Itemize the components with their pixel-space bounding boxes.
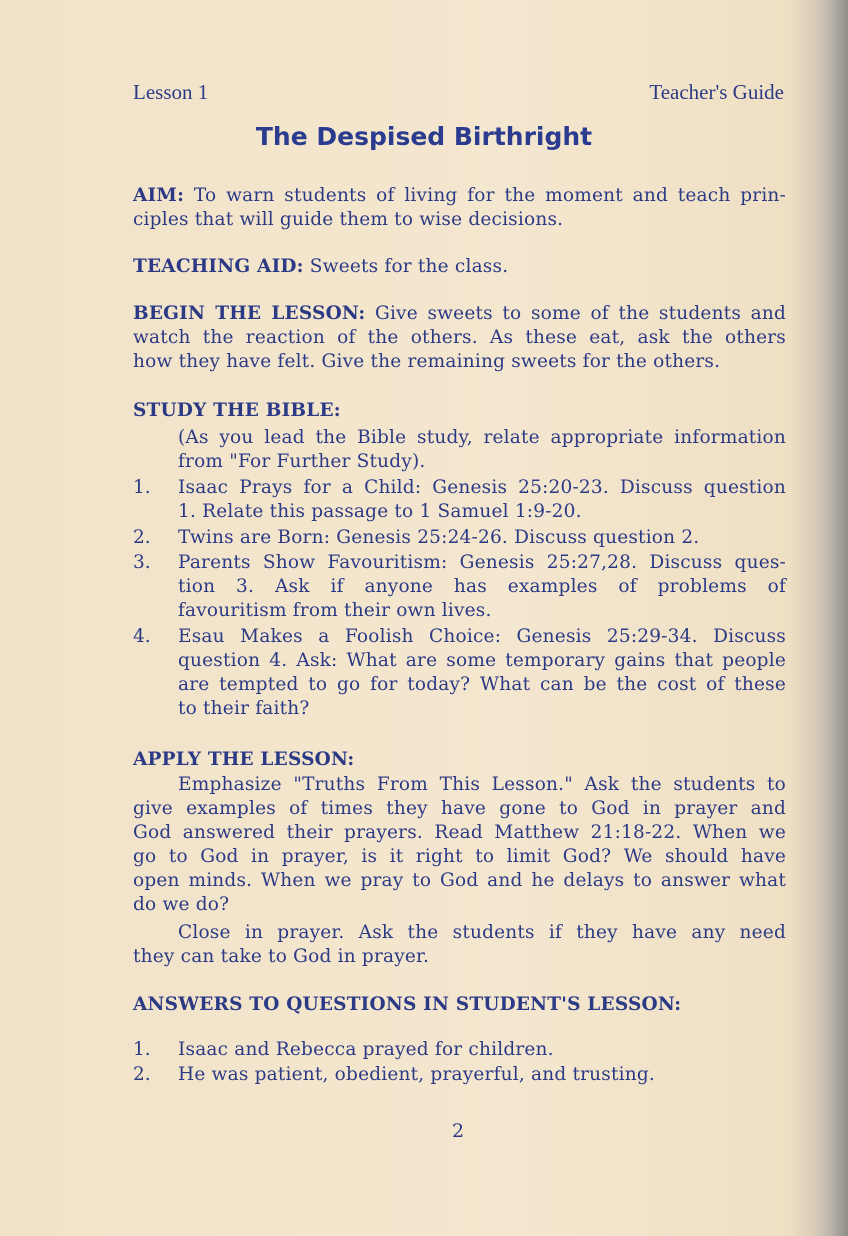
text: Give sweets to some of the students and xyxy=(365,303,786,324)
apply-line xyxy=(133,869,786,893)
text: question 4. Ask: What are some temporary gains that people xyxy=(178,650,786,671)
text: Parents Show Favouritism: Genesis 25:27,28. Discuss ques- xyxy=(178,552,786,573)
page-number: 2 xyxy=(452,1120,465,1142)
text: Isaac Prays for a Child: Genesis 25:20-23. Discuss question xyxy=(178,477,786,498)
study-item-line xyxy=(178,551,786,575)
apply-line xyxy=(178,921,786,945)
study-label: STUDY THE BIBLE: xyxy=(133,400,341,421)
text: to their faith? xyxy=(178,698,310,719)
apply-line xyxy=(178,773,786,797)
item-number: 2. xyxy=(133,527,151,548)
item-number: 1. xyxy=(133,1039,151,1060)
aim-line xyxy=(133,208,563,232)
apply-line xyxy=(133,893,229,917)
item-number: 1. xyxy=(133,477,151,498)
text: Twins are Born: Genesis 25:24-26. Discuss question 2. xyxy=(178,527,700,548)
answers-heading xyxy=(133,993,681,1017)
item-number: 2. xyxy=(133,1064,151,1085)
begin-line xyxy=(133,326,786,350)
begin-line xyxy=(133,350,720,374)
study-item-line xyxy=(178,575,786,599)
study-item-line xyxy=(178,500,582,524)
study-item-line xyxy=(178,476,786,500)
text: 1. Relate this passage to 1 Samuel 1:9-20. xyxy=(178,501,582,522)
text: He was patient, obedient, prayerful, and trusting. xyxy=(178,1064,655,1085)
text: go to God in prayer, is it right to limit God? We should have xyxy=(133,846,786,867)
apply-line xyxy=(133,821,786,845)
text: God answered their prayers. Read Matthew 21:18-22. When we xyxy=(133,822,786,843)
study-intro xyxy=(178,450,425,474)
study-heading xyxy=(133,399,341,423)
study-item-line xyxy=(178,697,309,721)
apply-line xyxy=(133,845,786,869)
text: from "For Further Study). xyxy=(178,451,426,472)
apply-heading xyxy=(133,748,354,772)
item-number: 4. xyxy=(133,626,151,647)
text: they can take to God in prayer. xyxy=(133,946,430,967)
text: (As you lead the Bible study, relate appropriate information xyxy=(178,427,786,448)
text: favouritism from their own lives. xyxy=(178,600,492,621)
text: Esau Makes a Foolish Choice: Genesis 25:29-34. Discuss xyxy=(178,626,786,647)
page-title: The Despised Birthright xyxy=(255,122,593,151)
item-number: 3. xyxy=(133,552,151,573)
lesson-label: Lesson 1 xyxy=(133,80,209,104)
study-item-line xyxy=(178,526,699,550)
study-item-line xyxy=(178,599,492,623)
teaching-aid-label: TEACHING AID: xyxy=(133,256,304,277)
text: Sweets for the class. xyxy=(303,256,509,277)
text: Close in prayer. Ask the students if they have any need xyxy=(178,922,786,943)
study-item-line xyxy=(178,673,786,697)
teaching-aid-line xyxy=(133,255,508,279)
answer-line xyxy=(178,1063,655,1087)
apply-label: APPLY THE LESSON: xyxy=(133,749,355,770)
study-item-line xyxy=(178,625,786,649)
answer-line xyxy=(178,1038,554,1062)
text: Emphasize "Truths From This Lesson." Ask the students to xyxy=(178,774,786,795)
text: tion 3. Ask if anyone has examples of problems of xyxy=(178,576,786,597)
text: watch the reaction of the others. As these eat, ask the others xyxy=(133,327,786,348)
text: how they have felt. Give the remaining sweets for the others. xyxy=(133,351,721,372)
begin-line xyxy=(133,302,786,326)
guide-label: Teacher's Guide xyxy=(649,80,784,104)
apply-line xyxy=(133,797,786,821)
begin-label: BEGIN THE LESSON: xyxy=(133,303,366,324)
aim-line xyxy=(133,184,786,208)
study-item-line xyxy=(178,649,786,673)
text: ciples that will guide them to wise decisions. xyxy=(133,209,564,230)
answers-label: ANSWERS TO QUESTIONS IN STUDENT'S LESSON: xyxy=(133,994,682,1015)
text: Isaac and Rebecca prayed for children. xyxy=(178,1039,554,1060)
text: To warn students of living for the moment and teach prin- xyxy=(184,185,786,206)
text: open minds. When we pray to God and he delays to answer what xyxy=(133,870,786,891)
text: do we do? xyxy=(133,894,230,915)
text: are tempted to go for today? What can be the cost of these xyxy=(178,674,786,695)
text: give examples of times they have gone to God in prayer and xyxy=(133,798,786,819)
apply-line xyxy=(133,945,429,969)
study-intro xyxy=(178,426,786,450)
aim-label: AIM: xyxy=(133,185,185,206)
